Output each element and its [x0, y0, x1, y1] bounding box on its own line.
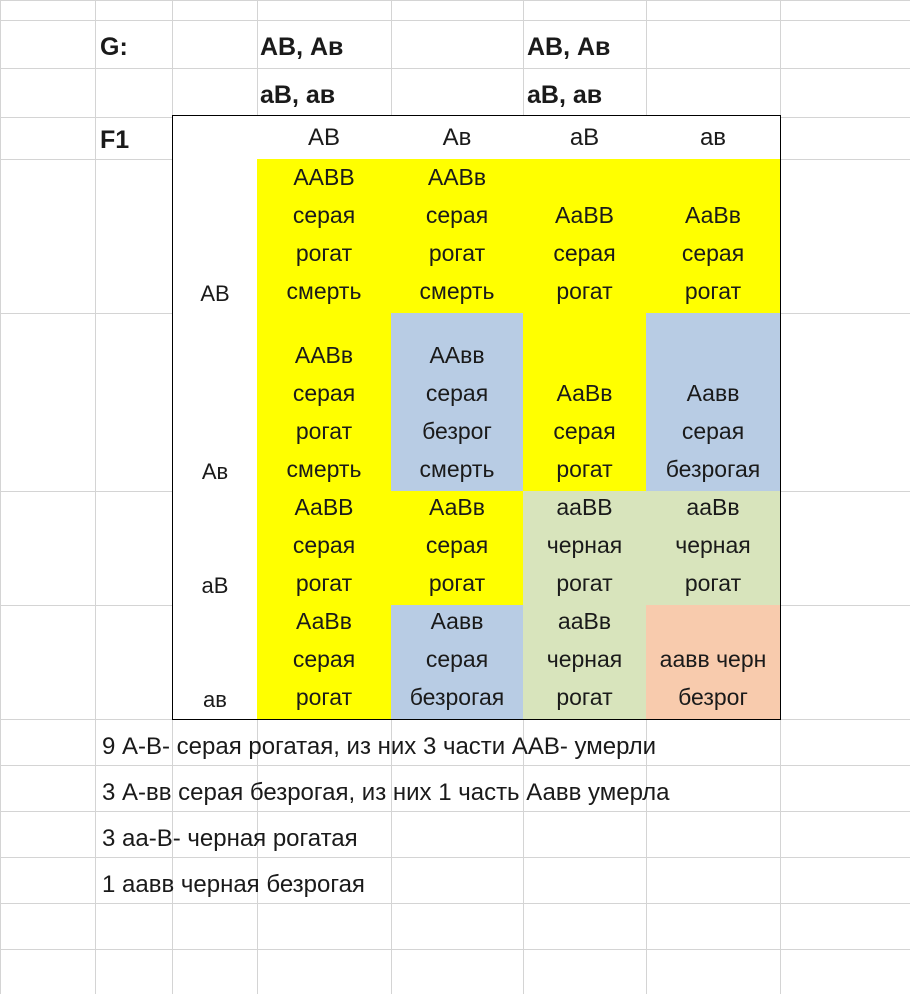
- cell-text-line: безрог: [678, 684, 748, 710]
- f1-label: F1: [100, 126, 130, 154]
- genotype-cell: [391, 491, 524, 606]
- cell-text-line: серая: [425, 646, 489, 672]
- genotype-cell: [523, 159, 647, 314]
- cell-text-line: смерть: [286, 456, 362, 482]
- genotype-cell: [646, 491, 781, 606]
- row-header: ав: [172, 605, 258, 720]
- summary-line: 3 аа-В- черная рогатая: [102, 825, 358, 852]
- cell-text-line: серая: [681, 418, 745, 444]
- cell-text-line: смерть: [286, 278, 362, 304]
- cell-text-line: АаВВ: [554, 202, 615, 228]
- genotype-cell: [257, 313, 392, 492]
- genotype-cell: [523, 491, 647, 606]
- cell-text-line: черная: [546, 532, 623, 558]
- cell-text-line: рогат: [684, 278, 742, 304]
- summary-line: 9 А-В- серая рогатая, из них 3 части ААВ- умерли: [102, 733, 657, 760]
- genotype-cell: [257, 605, 392, 720]
- cell-text-line: ААВв: [294, 342, 354, 368]
- cell-text-line: АаВв: [685, 202, 741, 228]
- row-header: Ав: [172, 313, 258, 492]
- cell-text-line: серая: [292, 380, 356, 406]
- cell-text-line: рогат: [556, 278, 613, 304]
- cell-text-line: смерть: [419, 278, 495, 304]
- cell-text-line: рогат: [295, 418, 353, 444]
- cell-text-line: аавв черн: [659, 646, 767, 672]
- cell-text-line: серая: [425, 532, 489, 558]
- cell-text-line: рогат: [556, 570, 613, 596]
- cell-text-line: ААвв: [429, 342, 485, 368]
- cell-text-line: рогат: [295, 240, 353, 266]
- column-header: АВ: [257, 115, 392, 160]
- cell-text-line: рогат: [556, 456, 613, 482]
- cell-text-line: безрог: [422, 418, 492, 444]
- corner-cell: [172, 115, 258, 160]
- genotype-cell: [646, 313, 781, 492]
- cell-text-line: ааВВ: [556, 494, 613, 520]
- genotype-cell: [391, 605, 524, 720]
- cell-text-line: Аавв: [686, 380, 740, 406]
- column-header: Ав: [391, 115, 524, 160]
- genotype-cell: [646, 159, 781, 314]
- genotype-cell: [646, 605, 781, 720]
- cell-text-line: серая: [292, 646, 356, 672]
- cell-text-line: ААВВ: [293, 164, 355, 190]
- cell-text-line: рогат: [684, 570, 742, 596]
- cell-text-line: АаВв: [429, 494, 485, 520]
- row-header: АВ: [172, 159, 258, 314]
- summary-line: 3 А-вв серая безрогая, из них 1 часть Аавв умерла: [102, 779, 670, 806]
- row-header: аВ: [172, 491, 258, 606]
- cell-text-line: рогат: [295, 684, 353, 710]
- cell-text-line: серая: [425, 380, 489, 406]
- cell-text-line: рогат: [295, 570, 353, 596]
- cell-text-line: ааВв: [686, 494, 740, 520]
- genotype-cell: [523, 313, 647, 492]
- cell-text-line: ААВв: [427, 164, 487, 190]
- cell-text-line: серая: [292, 532, 356, 558]
- cell-text-line: рогат: [556, 684, 613, 710]
- cell-text-line: АаВв: [296, 608, 352, 634]
- cell-text-line: серая: [292, 202, 356, 228]
- column-header: аВ: [523, 115, 647, 160]
- cell-text-line: рогат: [428, 240, 486, 266]
- genotype-cell: [523, 605, 647, 720]
- cell-text-line: серая: [553, 240, 616, 266]
- summary-line: 1 аавв черная безрогая: [102, 871, 365, 898]
- cell-text-line: серая: [681, 240, 745, 266]
- cell-text-line: АаВВ: [294, 494, 354, 520]
- cell-text-line: Аавв: [430, 608, 484, 634]
- genotype-cell: [391, 313, 524, 492]
- cell-text-line: черная: [546, 646, 623, 672]
- cell-text-line: смерть: [419, 456, 495, 482]
- genotype-cell: [257, 159, 392, 314]
- cell-text-line: серая: [425, 202, 489, 228]
- parent2-gametes-line1: АВ, Ав: [527, 33, 611, 61]
- genotype-cell: [257, 491, 392, 606]
- cell-text-line: безрогая: [409, 684, 505, 710]
- genotype-cell: [391, 159, 524, 314]
- parent2-gametes-line2: аВ, ав: [527, 81, 603, 109]
- cell-text-line: черная: [675, 532, 751, 558]
- cell-text-line: ааВв: [557, 608, 612, 634]
- cell-text-line: рогат: [428, 570, 486, 596]
- cell-text-line: серая: [553, 418, 616, 444]
- g-label: G:: [100, 33, 128, 61]
- cell-text-line: безрогая: [665, 456, 761, 482]
- cell-text-line: АаВв: [556, 380, 613, 406]
- parent1-gametes-line2: аВ, ав: [260, 81, 336, 109]
- parent1-gametes-line1: АВ, Ав: [260, 33, 344, 61]
- column-header: ав: [646, 115, 781, 160]
